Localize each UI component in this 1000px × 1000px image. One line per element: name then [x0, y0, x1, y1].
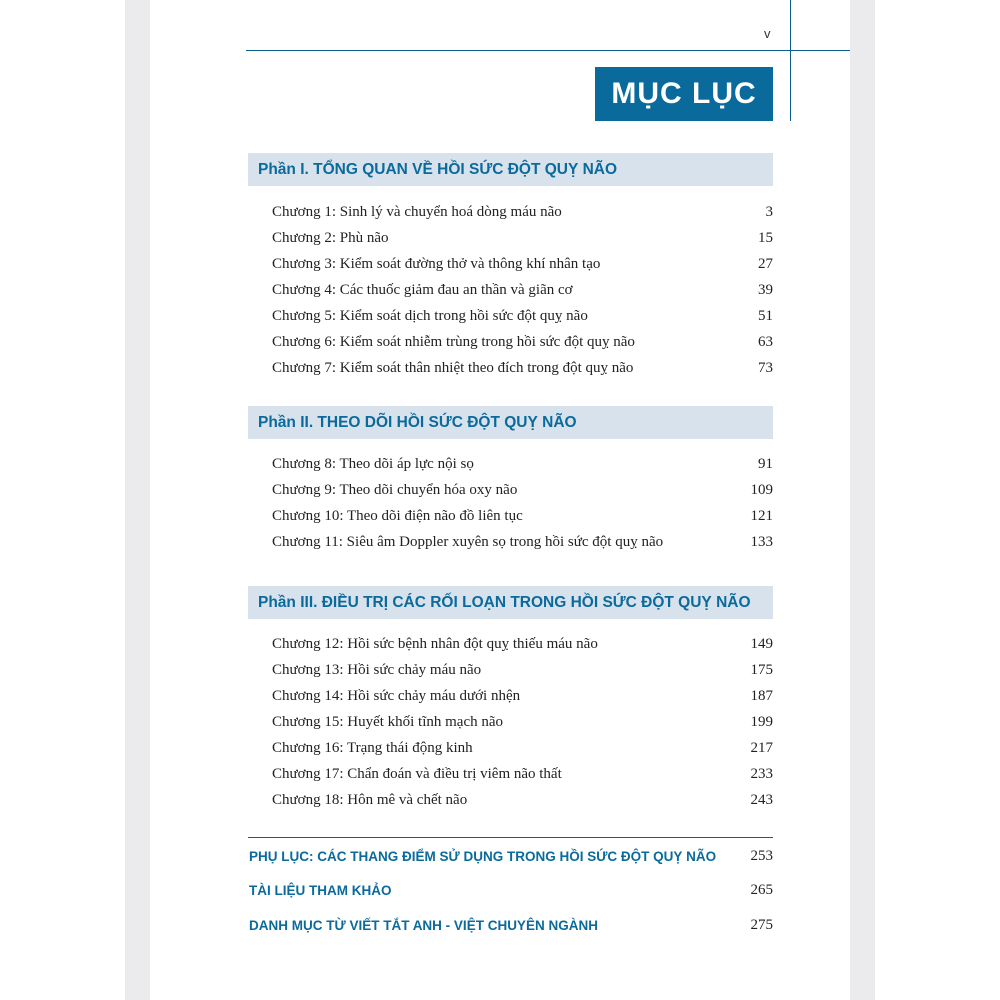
toc-entry[interactable]	[272, 789, 773, 811]
appendix-title: TÀI LIỆU THAM KHẢO	[249, 882, 392, 898]
appendix-entry[interactable]	[249, 914, 773, 936]
appendix-page: 275	[750, 916, 773, 933]
header-vertical-rule	[790, 0, 791, 121]
entry-page: 217	[750, 739, 773, 756]
toc-entry[interactable]	[272, 227, 773, 249]
entry-page: 175	[750, 661, 773, 678]
toc-entry[interactable]	[272, 737, 773, 759]
entry-title: Chương 8: Theo dõi áp lực nội sọ	[272, 455, 474, 472]
entry-page: 91	[758, 455, 773, 472]
section-header-2[interactable]: Phần II. THEO DÕI HỒI SỨC ĐỘT QUỴ NÃO	[248, 406, 773, 439]
entry-page: 3	[765, 203, 773, 220]
section-header-3[interactable]: Phần III. ĐIỀU TRỊ CÁC RỐI LOẠN TRONG HỒI SỨC ĐỘT QUỴ NÃO	[248, 586, 773, 619]
toc-entry[interactable]	[272, 685, 773, 707]
toc-entry[interactable]	[272, 331, 773, 353]
entry-page: 39	[758, 281, 773, 298]
toc-entry[interactable]	[272, 531, 773, 553]
entry-page: 63	[758, 333, 773, 350]
entry-title: Chương 16: Trạng thái động kinh	[272, 739, 473, 756]
entry-title: Chương 10: Theo dõi điện não đồ liên tục	[272, 507, 523, 524]
toc-entry[interactable]	[272, 659, 773, 681]
appendix-title: PHỤ LỤC: CÁC THANG ĐIỂM SỬ DỤNG TRONG HỒI SỨC ĐỘT QUỴ NÃO	[249, 848, 717, 864]
appendix-page: 253	[750, 847, 773, 864]
toc-entry[interactable]	[272, 253, 773, 275]
entry-page: 233	[750, 765, 773, 782]
entry-title: Chương 17: Chẩn đoán và điều trị viêm não thất	[272, 765, 562, 782]
toc-entry[interactable]	[272, 505, 773, 527]
toc-entry[interactable]	[272, 453, 773, 475]
entry-title: Chương 3: Kiểm soát đường thở và thông khí nhân tạo	[272, 255, 601, 272]
entry-title: Chương 15: Huyết khối tĩnh mạch não	[272, 713, 504, 730]
entry-page: 51	[758, 307, 773, 324]
page-number: v	[764, 26, 771, 41]
toc-entry[interactable]	[272, 201, 773, 223]
entry-title: Chương 9: Theo dõi chuyển hóa oxy não	[272, 481, 518, 498]
entry-page: 149	[750, 635, 773, 652]
entry-title: Chương 7: Kiểm soát thân nhiệt theo đích trong đột quỵ não	[272, 359, 634, 376]
toc-entry[interactable]	[272, 357, 773, 379]
toc-entry[interactable]	[272, 279, 773, 301]
section-header-1[interactable]: Phần I. TỔNG QUAN VỀ HỒI SỨC ĐỘT QUỴ NÃO	[248, 153, 773, 186]
entry-page: 243	[750, 791, 773, 808]
entry-page: 73	[758, 359, 773, 376]
entry-page: 27	[758, 255, 773, 272]
appendix-entry[interactable]	[249, 845, 773, 867]
entry-page: 187	[750, 687, 773, 704]
toc-entry[interactable]	[272, 763, 773, 785]
toc-entry[interactable]	[272, 479, 773, 501]
toc-entry[interactable]	[272, 305, 773, 327]
entry-title: Chương 4: Các thuốc giảm đau an thần và giãn cơ	[272, 281, 573, 298]
entry-title: Chương 2: Phù não	[272, 229, 389, 246]
entry-page: 133	[750, 533, 773, 550]
toc-entry[interactable]	[272, 633, 773, 655]
entry-title: Chương 6: Kiểm soát nhiễm trùng trong hồi sức đột quỵ não	[272, 333, 635, 350]
entry-title: Chương 13: Hồi sức chảy máu não	[272, 661, 482, 678]
appendix-rule	[248, 837, 773, 838]
entry-page: 15	[758, 229, 773, 246]
header-rule	[246, 50, 850, 51]
toc-entry[interactable]	[272, 711, 773, 733]
entry-title: Chương 11: Siêu âm Doppler xuyên sọ trong hồi sức đột quỵ não	[272, 533, 664, 550]
entry-page: 121	[750, 507, 773, 524]
entry-title: Chương 5: Kiểm soát dịch trong hồi sức đột quỵ não	[272, 307, 588, 324]
entry-title: Chương 1: Sinh lý và chuyển hoá dòng máu não	[272, 203, 562, 220]
appendix-entry[interactable]	[249, 879, 773, 901]
entry-title: Chương 12: Hồi sức bệnh nhân đột quỵ thiếu máu não	[272, 635, 598, 652]
page-title: MỤC LỤC	[595, 67, 773, 121]
appendix-page: 265	[750, 881, 773, 898]
entry-title: Chương 14: Hồi sức chảy máu dưới nhện	[272, 687, 521, 704]
entry-page: 109	[750, 481, 773, 498]
appendix-title: DANH MỤC TỪ VIẾT TẮT ANH - VIỆT CHUYÊN NGÀNH	[249, 917, 598, 933]
entry-page: 199	[750, 713, 773, 730]
entry-title: Chương 18: Hôn mê và chết não	[272, 791, 468, 808]
